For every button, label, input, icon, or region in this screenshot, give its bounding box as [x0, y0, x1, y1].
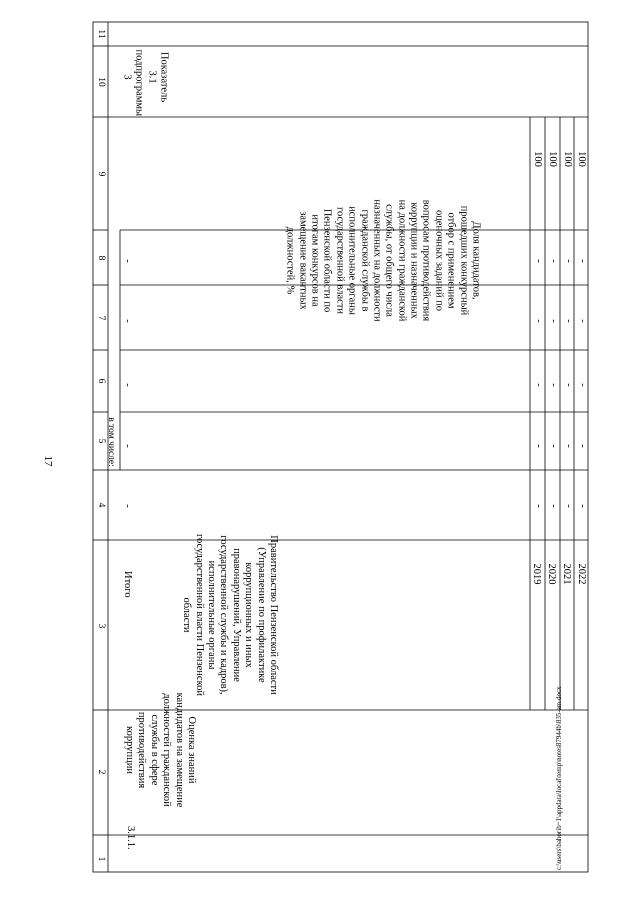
y2020-indicator: 100: [547, 151, 558, 167]
y2020-col6: -: [548, 444, 559, 448]
row-number: 3.1.1.: [125, 826, 136, 850]
col-number-3: 3: [96, 623, 106, 629]
y2021-col8: -: [563, 319, 574, 323]
total-col7: -: [122, 383, 133, 387]
y2022-col8: -: [577, 319, 588, 323]
y2019-col9: -: [533, 259, 544, 263]
col-number-4: 4: [96, 502, 106, 508]
col-number-2: 2: [96, 769, 106, 775]
year-2021: 2021: [561, 563, 572, 585]
y2021-col5: -: [563, 504, 574, 508]
subprogram-indicator: Показатель 3.1 подпрограммы 3: [121, 49, 170, 117]
y2019-col8: -: [533, 319, 544, 323]
col-number-6: 6: [96, 378, 106, 384]
y2022-col5: -: [577, 504, 588, 508]
y2019-col5: -: [533, 504, 544, 508]
in-that-number-label: в том числе:: [106, 417, 116, 467]
page-number: 17: [42, 455, 54, 467]
file-path-footer: c:\users\bahorib~1\appdata\local\temp\notes87944b\835-am.docx: [555, 686, 563, 870]
total-label: Итого: [122, 571, 133, 598]
y2020-col9: -: [548, 259, 559, 263]
col-number-1: 1: [96, 856, 106, 862]
y2020-col7: -: [548, 383, 559, 387]
y2022-col9: -: [577, 259, 588, 263]
y2021-col6: -: [563, 444, 574, 448]
y2021-indicator: 100: [562, 151, 573, 167]
col-number-5: 5: [96, 438, 106, 444]
year-2022: 2022: [576, 563, 587, 585]
total-col9: -: [122, 259, 133, 263]
executor-description: Правительство Пензенской области (Управление по профилактике коррупционных и иных правонарушений, Управление государственной службы и кадров), исполнительные органы государственной власти Пензенской области: [181, 533, 279, 697]
col-number-11: 11: [96, 29, 106, 39]
col-number-8: 8: [96, 255, 106, 261]
y2021-col7: -: [563, 383, 574, 387]
col-number-10: 10: [96, 77, 106, 87]
y2022-col6: -: [577, 444, 588, 448]
y2020-col5: -: [548, 504, 559, 508]
y2019-col6: -: [533, 444, 544, 448]
year-2020: 2020: [546, 563, 557, 585]
total-col8: -: [122, 319, 133, 323]
total-col5: -: [122, 504, 133, 508]
event-description: Оценка знаний кандидатов на замещение должностей гражданской службы в сфере противодействия коррупции: [124, 692, 197, 808]
y2022-indicator: 100: [576, 151, 587, 167]
year-2019: 2019: [531, 563, 542, 585]
total-col6: -: [122, 444, 133, 448]
y2021-col9: -: [563, 259, 574, 263]
col-number-7: 7: [96, 315, 106, 321]
y2019-col7: -: [533, 383, 544, 387]
y2019-indicator: 100: [532, 151, 543, 167]
y2022-col7: -: [577, 383, 588, 387]
y2020-col8: -: [548, 319, 559, 323]
col-number-9: 9: [96, 171, 106, 177]
indicator-description: Доля кандидатов, прошедших конкурсный отбор с применением оценочных заданий по вопросам противодействия коррупции и назначенных на должности гражданской службы, от общего числа назначенных на должности гражданской службы в исполнительные органы государственной власти Пензенской области по итогам конкурсов на замещение вакантных должностей, %: [284, 199, 482, 322]
